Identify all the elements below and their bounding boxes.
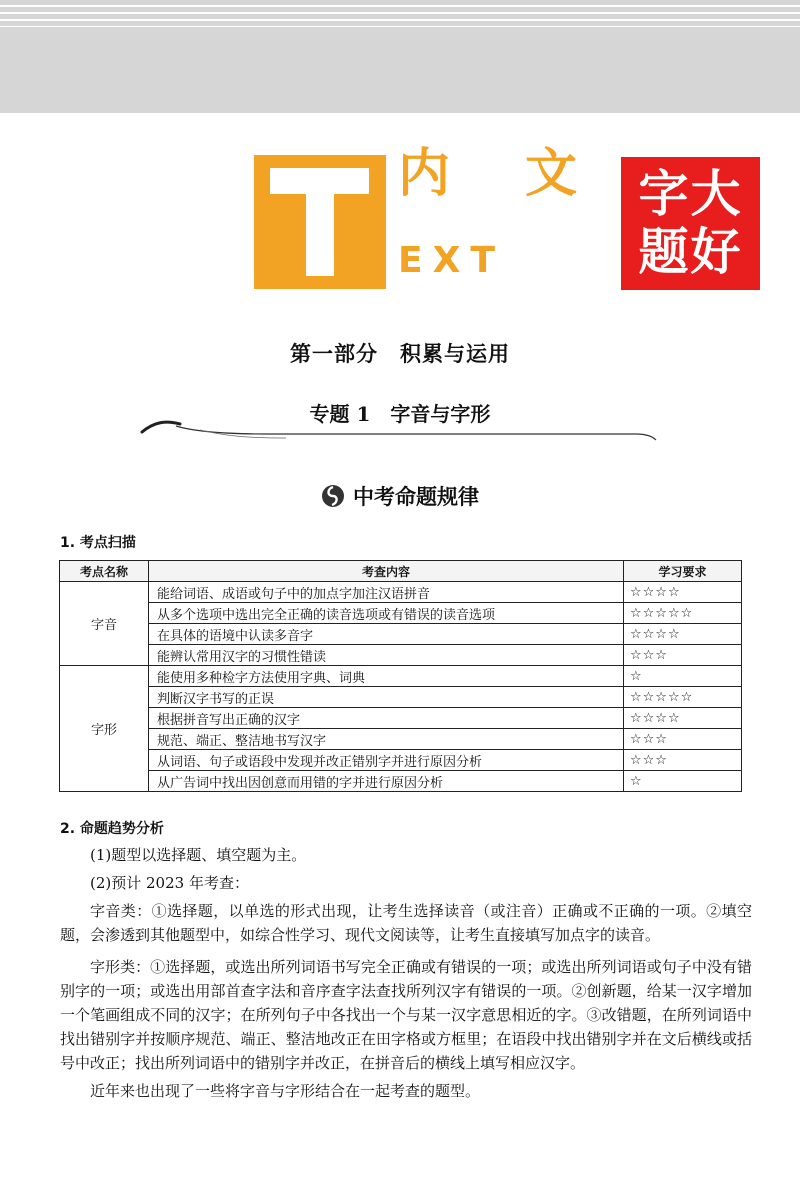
rating-stars: ☆ [624,771,742,792]
paragraph: 近年来也出现了一些将字音与字形结合在一起考查的题型。 [90,1082,481,1100]
content-cell: 根据拼音写出正确的汉字 [149,708,624,729]
requirements-table [59,560,742,792]
rating-stars: ☆☆☆☆ [624,624,742,645]
table-header-cell: 考点名称 [60,561,149,582]
band-stripe [0,26,800,27]
table-row [60,708,742,729]
section-header [0,481,800,511]
paragraph: (1)题型以选择题、填空题为主。 [90,846,307,864]
table-header-row [60,561,742,582]
spiral-icon [321,484,345,508]
table-row [60,729,742,750]
band-stripe [0,5,800,7]
rating-stars: ☆☆☆ [624,645,742,666]
logo-ext: EXT [398,240,505,281]
title-underline-swoosh [136,414,666,444]
table-row [60,771,742,792]
rating-stars: ☆☆☆☆ [624,708,742,729]
paragraph: (2)预计 2023 年考查： [90,874,249,892]
logo-wen: 文 [525,144,578,204]
part-title: 第一部分 积累与运用 [290,342,510,366]
rating-stars: ☆☆☆☆☆ [624,687,742,708]
logo-t-letter-stem [306,168,334,276]
header-band [0,0,800,113]
table-row [60,750,742,771]
content-cell: 从广告词中找出因创意而用错的字并进行原因分析 [149,771,624,792]
badge-line2: 题好 [638,223,743,281]
table-row [60,582,742,603]
category-cell: 字音 [60,582,149,666]
content-cell: 能辨认常用汉字的习惯性错读 [149,645,624,666]
table-row [60,687,742,708]
content-cell: 判断汉字书写的正误 [149,687,624,708]
section-title: 中考命题规律 [353,485,479,509]
table-row [60,603,742,624]
paragraph: 字形类：①选择题，或选出所列词语书写完全正确或有错误的一项；或选出所列词语或句子中没有错别字的一项；或选出用部首查字法和音序查字法查找所列汉字有错误的一项。②创新题，给某一汉字增加一个笔画组成不同的汉字；在所列句子中各找出一个与某一汉字意思相近的字。③改错题，在所列词语中找出错别字并按顺序规范、端正、整洁地改正在田字格或方框里；在语段中找出错别字并在文后横线或括号中改正；找出所列词语中的错别字并改正，在拼音后的横线上填写相应汉字。 [60,958,752,1072]
rating-stars: ☆☆☆☆☆ [624,603,742,624]
subsection-heading-2: 2. 命题趋势分析 [60,821,164,837]
table-row [60,624,742,645]
table-header-cell: 考查内容 [149,561,624,582]
content-cell: 能给词语、成语或句子中的加点字加注汉语拼音 [149,582,624,603]
logo-nei: 内 [398,144,451,204]
paragraph: 字音类：①选择题，以单选的形式出现，让考生选择读音（或注音）正确或不正确的一项。②填空题，会渗透到其他题型中，如综合性学习、现代文阅读等，让考生直接填写加点字的读音。 [60,902,752,944]
category-cell: 字形 [60,666,149,792]
topic-title: 专题 1 字音与字形 [309,402,491,426]
rating-stars: ☆☆☆ [624,729,742,750]
table-row [60,645,742,666]
rating-stars: ☆☆☆☆ [624,582,742,603]
content-cell: 在具体的语境中认读多音字 [149,624,624,645]
rating-stars: ☆☆☆ [624,750,742,771]
rating-stars: ☆ [624,666,742,687]
subsection-heading-1: 1. 考点扫描 [60,535,136,551]
content-cell: 从词语、句子或语段中发现并改正错别字并进行原因分析 [149,750,624,771]
band-stripe [0,12,800,14]
analysis-body [60,843,752,1105]
table-row [60,666,742,687]
content-cell: 从多个选项中选出完全正确的读音选项或有错误的读音选项 [149,603,624,624]
content-cell: 规范、端正、整洁地书写汉字 [149,729,624,750]
table-header-cell: 学习要求 [624,561,742,582]
band-stripe [0,19,800,21]
content-cell: 能使用多种检字方法使用字典、词典 [149,666,624,687]
badge-line1: 字大 [638,165,743,223]
badge-big-font [621,157,760,290]
